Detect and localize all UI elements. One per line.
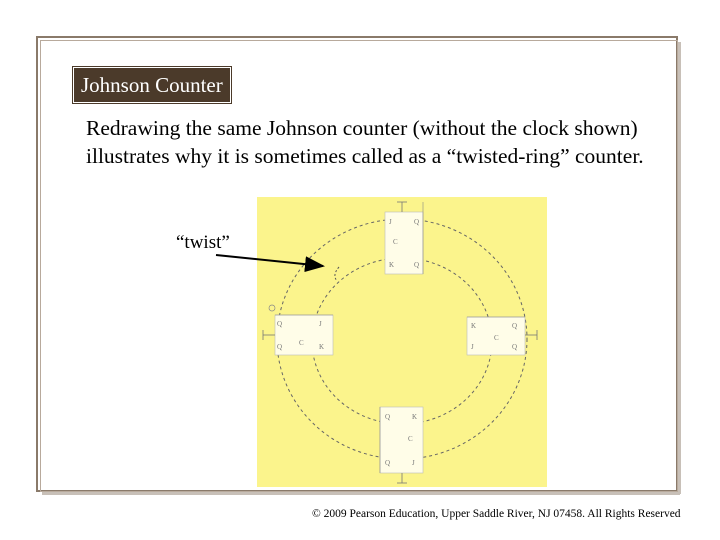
svg-text:K: K: [412, 413, 418, 421]
svg-text:Q: Q: [277, 343, 283, 351]
copyright-footer: © 2009 Pearson Education, Upper Saddle River, NJ 07458. All Rights Reserved: [312, 508, 681, 520]
svg-text:Q: Q: [512, 343, 518, 351]
svg-text:K: K: [471, 322, 477, 330]
svg-text:C: C: [299, 339, 304, 347]
svg-text:C: C: [393, 238, 398, 246]
slide-body-text: Redrawing the same Johnson counter (without the clock shown) illustrates why it is sometimes called as a “twisted-ring” counter.: [86, 116, 644, 168]
svg-text:J: J: [319, 320, 322, 328]
svg-text:Q: Q: [277, 320, 283, 328]
svg-text:Q: Q: [414, 218, 420, 226]
slide-title: Johnson Counter: [73, 67, 231, 103]
svg-text:C: C: [408, 435, 413, 443]
twist-arrow: [216, 255, 323, 266]
svg-text:Q: Q: [385, 413, 391, 421]
svg-text:J: J: [389, 218, 392, 226]
twist-annotation-label: “twist”: [176, 232, 230, 253]
svg-text:K: K: [319, 343, 325, 351]
svg-text:J: J: [471, 343, 474, 351]
svg-text:J: J: [412, 459, 415, 467]
svg-text:Q: Q: [414, 261, 420, 269]
svg-text:Q: Q: [385, 459, 391, 467]
svg-text:C: C: [494, 334, 499, 342]
svg-text:K: K: [389, 261, 395, 269]
svg-text:Q: Q: [512, 322, 518, 330]
